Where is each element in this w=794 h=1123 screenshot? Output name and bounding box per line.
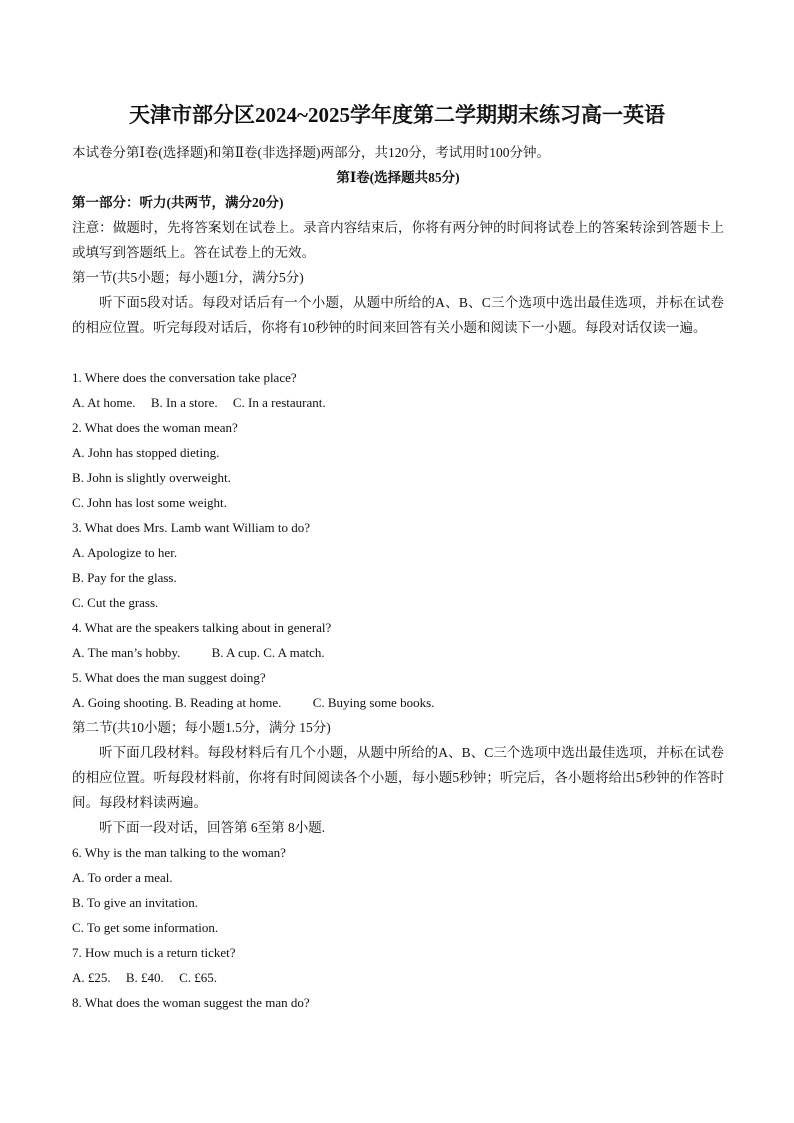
question-5-options [72,690,724,715]
exam-title: 天津市部分区2024~2025学年度第二学期期末练习高一英语 [129,103,665,127]
section1-heading: 第一节(共5小题；每小题1分，满分5分) [72,270,304,285]
exam-body [72,140,724,1015]
option-6c: C. To get some information. [72,920,219,935]
option-4bc: B. A cup. C. A match. [211,645,325,660]
question-4: 4. What are the speakers talking about in general? [72,620,332,635]
option-1a: A. At home. [72,395,136,410]
question-3: 3. What does Mrs. Lamb want William to do? [72,520,311,535]
option-5ab: A. Going shooting. B. Reading at home. [72,695,282,710]
option-1c: C. In a restaurant. [232,395,326,410]
question-1-options [72,390,724,415]
option-7c: C. £65. [179,970,217,985]
option-3b: B. Pay for the glass. [72,570,177,585]
question-8: 8. What does the woman suggest the man do? [72,995,310,1010]
option-7a: A. £25. [72,970,111,985]
option-7b: B. £40. [125,970,164,985]
question-1: 1. Where does the conversation take place? [72,370,297,385]
section2-instructions: 听下面几段材料。每段材料后有几个小题，从题中所给的A、B、C三个选项中选出最佳选项，并标在试卷的相应位置。听每段材料前，你将有时间阅读各个小题，每小题5秒钟；听完后，各小题将给出5秒钟的作答时间。每段材料读两遍。 [72,745,724,810]
question-2: 2. What does the woman mean? [72,420,238,435]
part1-heading: 第一部分：听力(共两节，满分20分) [72,195,284,210]
option-3c: C. Cut the grass. [72,595,159,610]
option-4a: A. The man’s hobby. [72,645,181,660]
question-5: 5. What does the man suggest doing? [72,670,266,685]
option-2b: B. John is slightly overweight. [72,470,231,485]
option-3a: A. Apologize to her. [72,545,178,560]
option-5c: C. Buying some books. [312,695,435,710]
dialogue-intro: 听下面一段对话，回答第 6至第 8小题. [99,820,326,835]
option-6b: B. To give an invitation. [72,895,198,910]
listening-note: 注意：做题时，先将答案划在试卷上。录音内容结束后，你将有两分钟的时间将试卷上的答案转涂到答题卡上或填写到答题纸上。答在试卷上的无效。 [72,220,724,260]
question-4-options [72,640,724,665]
question-7-options [72,965,724,990]
section2-heading: 第二节(共10小题；每小题1.5分，满分 15分) [72,720,331,735]
option-2a: A. John has stopped dieting. [72,445,220,460]
option-6a: A. To order a meal. [72,870,173,885]
volume1-heading: 第Ⅰ卷(选择题共85分) [336,170,460,185]
question-6: 6. Why is the man talking to the woman? [72,845,286,860]
option-1b: B. In a store. [150,395,218,410]
option-2c: C. John has lost some weight. [72,495,227,510]
intro-text: 本试卷分第Ⅰ卷(选择题)和第Ⅱ卷(非选择题)两部分，共120分，考试用时100分钟。 [72,145,550,160]
section1-instructions: 听下面5段对话。每段对话后有一个小题，从题中所给的A、B、C三个选项中选出最佳选项，并标在试卷的相应位置。听完每段对话后，你将有10秒钟的时间来回答有关小题和阅读下一小题。每段对话仅读一遍。 [72,295,724,335]
question-7: 7. How much is a return ticket? [72,945,236,960]
